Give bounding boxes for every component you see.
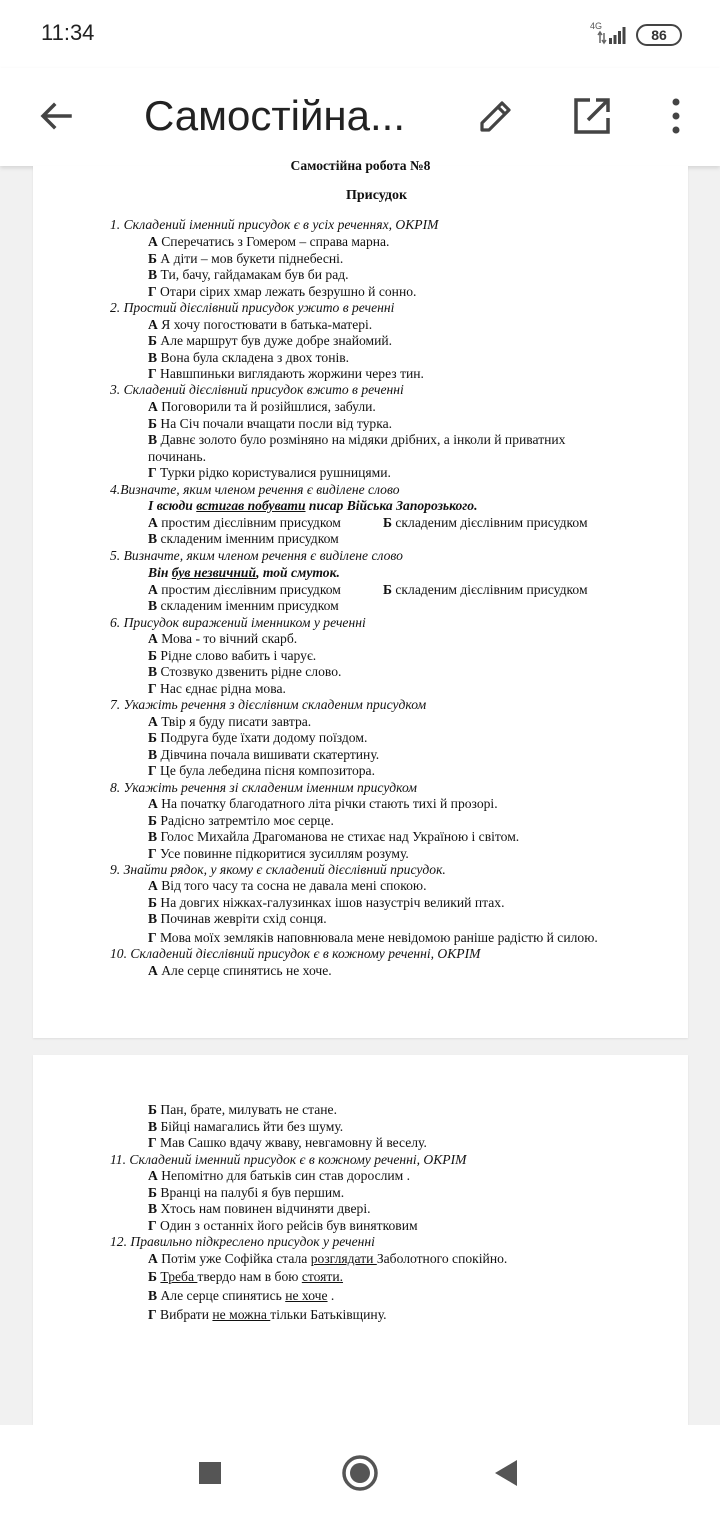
option-line: В Хтось нам повинен відчиняти двері. [148,1201,371,1216]
arrow-back-icon [36,96,76,136]
option-line: Г Вибрати не можна тільки Батьківщину. [148,1307,387,1322]
option-line: Б Треба твердо нам в бою стояти. [148,1269,344,1284]
question-8: 8. Укажіть речення зі складеним іменним присудком [110,780,417,795]
option-line: А Я хочу погостювати в батька-матері. [148,317,373,332]
option-line: А На початку благодатного літа річки стають тихі й прозорі. [148,796,498,811]
option-line: В Давнє золото було розміняно на мідяки дрібних, а інколи й приватних [148,432,566,447]
document-page-2[interactable] [33,1055,688,1425]
recent-apps-button[interactable] [186,1449,234,1497]
option-line: А Непомітно для батьків син став дорослим . [148,1168,411,1183]
back-button[interactable] [28,88,84,144]
page-heading-cut: Самостійна робота №8 [290,158,431,173]
open-external-icon [572,96,612,136]
option-line: В складеним іменним присудком [148,531,339,546]
option-line: А Від того часу та сосна не давала мені спокою. [148,878,427,893]
question-5: 5. Визначте, яким членом речення є виділене слово [110,548,403,563]
option-line: А Мова - то вічний скарб. [148,631,298,646]
option-line: В Бійці намагались йти без шуму. [148,1119,344,1134]
option-line: А простим дієслівним присудком [148,582,341,597]
option-line: А Потім уже Софійка стала розглядати Заболотного спокійно. [148,1251,508,1266]
signal-icon [598,27,626,45]
option-line: А Твір я буду писати завтра. [148,714,312,729]
question-11: 11. Складений іменний присудок є в кожному реченні, ОКРІМ [110,1152,467,1167]
battery-indicator: 86 [636,24,682,46]
option-line: В складеним іменним присудком [148,598,339,613]
option-line: Б складеним дієслівним присудком [383,582,588,597]
document-page-1[interactable] [33,158,688,1038]
option-line: В Стозвуко дзвенить рідне слово. [148,664,342,679]
option-line: Г Мова моїх земляків наповнювала мене невідомою раніше радістю й силою. [148,930,598,945]
status-bar [0,0,720,68]
option-line: В Але серце спинятись не хоче . [148,1288,335,1303]
option-line: Б На Січ почали вчащати посли від турка. [148,416,393,431]
option-line: Б складеним дієслівним присудком [383,515,588,530]
question-4: 4.Визначте, яким членом речення є виділене слово [110,482,400,497]
option-line: В Ти, бачу, гайдамакам був би рад. [148,267,349,282]
question-6: 6. Присудок виражений іменником у реченні [110,615,366,630]
network-type: 4G [590,21,603,31]
app-bar [0,68,720,166]
pencil-icon [476,96,516,136]
option-line: Г Нас єднає рідна мова. [148,681,286,696]
option-line: А Поговорили та й розійшлися, забули. [148,399,376,414]
question-4-sentence: І всюди встигав побувати писар Війська Запорозького. [148,498,478,513]
question-3: 3. Складений дієслівний присудок вжито в реченні [110,382,404,397]
option-line: А простим дієслівним присудком [148,515,341,530]
page-title: Присудок [345,188,408,203]
option-line: Б Але маршрут був дуже добре знайомий. [148,333,393,348]
option-line: А Сперечатись з Гомером – справа марна. [148,234,390,249]
option-continuation: починань. [148,449,207,464]
option-line: Б На довгих ніжках-галузинках ішов назустріч великий птах. [148,895,505,910]
option-line: Г Усе повинне підкоритися зусиллям розуму. [148,846,409,861]
option-line: В Починав жевріти схід сонця. [148,911,327,926]
option-line: Б А діти – мов букети піднебесні. [148,251,344,266]
option-line: Б Пан, брате, милувать не стане. [148,1102,337,1117]
question-7: 7. Укажіть речення з дієслівним складеним присудком [110,697,427,712]
question-9: 9. Знайти рядок, у якому є складений дієслівний присудок. [110,862,446,877]
edit-button[interactable] [468,88,524,144]
more-vertical-icon [668,96,684,136]
question-1: 1. Складений іменний присудок є в усіх реченнях, ОКРІМ [110,217,439,232]
question-5-sentence: Він був незвичний, той смуток. [148,565,340,580]
home-button[interactable] [336,1449,384,1497]
status-time: 11:34 [41,20,95,45]
option-line: Г Мав Сашко вдачу жваву, невгамовну й веселу. [148,1135,427,1150]
option-line: Г Це була лебедина пісня композитора. [148,763,375,778]
back-icon [493,1458,519,1488]
nav-back-button[interactable] [482,1449,530,1497]
question-2: 2. Простий дієслівний присудок ужито в реченні [110,300,395,315]
document-title: Самостійна... [144,92,405,139]
option-line: Г Навшпиньки виглядають жоржини через тин. [148,366,424,381]
option-line: Б Рідне слово вабить і чарує. [148,648,317,663]
option-line: А Але серце спинятись не хоче. [148,963,332,978]
option-line: Б Вранці на палубі я був першим. [148,1185,345,1200]
option-line: В Дівчина почала вишивати скатертину. [148,747,380,762]
option-line: Г Отари сірих хмар лежать безрушно й сонно. [148,284,417,299]
option-line: В Голос Михайла Драгоманова не стихає над Україною і світом. [148,829,520,844]
option-line: Г Турки рідко користувалися рушницями. [148,465,391,480]
more-options-button[interactable] [648,88,704,144]
question-12: 12. Правильно підкреслено присудок у реченні [110,1234,375,1249]
option-line: Б Подруга буде їхати додому поїздом. [148,730,368,745]
option-line: В Вона була складена з двох тонів. [148,350,350,365]
option-line: Б Радісно затремтіло моє серце. [148,813,334,828]
recent-apps-icon [197,1460,223,1486]
open-external-button[interactable] [564,88,620,144]
option-line: Г Один з останніх його рейсів був винятковим [148,1218,418,1233]
home-icon [340,1453,380,1493]
system-nav-bar [0,1425,720,1520]
question-10: 10. Складений дієслівний присудок є в кожному реченні, ОКРІМ [110,946,481,961]
